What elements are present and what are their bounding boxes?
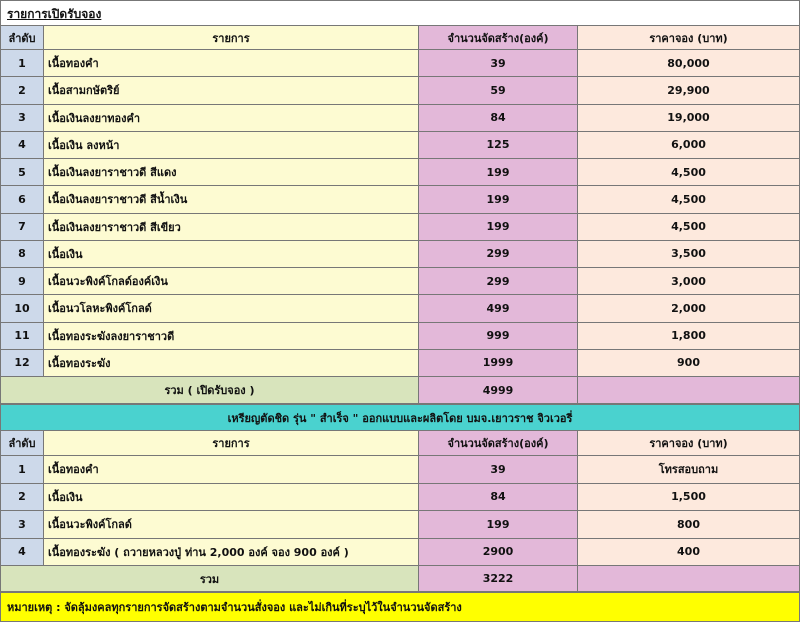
table-row — [0, 539, 800, 567]
header-qty: จำนวนจัดสร้าง(องค์) — [419, 431, 578, 456]
item-price: 6,000 — [578, 132, 800, 159]
row-number: 8 — [0, 241, 44, 268]
item-quantity: 1999 — [419, 350, 578, 377]
row-number: 2 — [0, 77, 44, 104]
item-price: 1,500 — [578, 484, 800, 512]
item-price: 80,000 — [578, 50, 800, 77]
section2-total-qty: 3222 — [419, 566, 578, 592]
table-row — [0, 186, 800, 213]
section2-total-label: รวม — [0, 566, 419, 592]
row-number: 4 — [0, 132, 44, 159]
row-number: 3 — [0, 511, 44, 539]
header-no: ลำดับ — [0, 26, 44, 50]
item-name: เนื้อนวโลหะพิงค์โกลด์ — [44, 295, 419, 322]
row-number: 4 — [0, 539, 44, 567]
table-row — [0, 484, 800, 512]
section1-header-row — [0, 26, 800, 50]
section1-total-label: รวม ( เปิดรับจอง ) — [0, 377, 419, 404]
item-quantity: 84 — [419, 105, 578, 132]
item-quantity: 125 — [419, 132, 578, 159]
footnote-text: หมายเหตุ : จัดลุ้มงคลทุกรายการจัดสร้างตามจำนวนสั่งจอง และไม่เกินที่ระบุไว้ในจำนวนจัดสร้าง — [7, 601, 462, 614]
section1-total-row — [0, 377, 800, 404]
row-number: 10 — [0, 295, 44, 322]
item-name: เนื้อเงินลงยาทองคำ — [44, 105, 419, 132]
item-name: เนื้อทองคำ — [44, 50, 419, 77]
table-row — [0, 50, 800, 77]
row-number: 6 — [0, 186, 44, 213]
item-price: โทรสอบถาม — [578, 456, 800, 484]
header-name: รายการ — [44, 431, 419, 456]
item-price: 900 — [578, 350, 800, 377]
section2-total-price — [578, 566, 800, 592]
item-name: เนื้อเงินลงยาราชาวดี สีเขียว — [44, 214, 419, 241]
series-banner-text: เหรียญตัดชิด รุ่น " สำเร็จ " ออกแบบและผลิตโดย บมจ.เยาวราช จิวเวอรี่ — [227, 411, 573, 425]
section2-total-row — [0, 566, 800, 592]
section1-total-price — [578, 377, 800, 404]
item-price: 4,500 — [578, 186, 800, 213]
item-name: เนื้อเงิน — [44, 241, 419, 268]
item-quantity: 499 — [419, 295, 578, 322]
header-qty: จำนวนจัดสร้าง(องค์) — [419, 26, 578, 50]
header-name: รายการ — [44, 26, 419, 50]
item-name: เนื้อทองระฆัง ( ถวายหลวงปู่ ท่าน 2,000 องค์ จอง 900 องค์ ) — [44, 539, 419, 567]
item-price: 400 — [578, 539, 800, 567]
item-quantity: 84 — [419, 484, 578, 512]
table-row — [0, 511, 800, 539]
header-price: ราคาจอง (บาท) — [578, 431, 800, 456]
item-quantity: 299 — [419, 268, 578, 295]
series-banner — [0, 404, 800, 431]
row-number: 7 — [0, 214, 44, 241]
section1-title: รายการเปิดรับจอง — [7, 7, 102, 21]
row-number: 5 — [0, 159, 44, 186]
item-quantity: 2900 — [419, 539, 578, 567]
table-row — [0, 105, 800, 132]
table-row — [0, 323, 800, 350]
table-row — [0, 295, 800, 322]
item-price: 3,000 — [578, 268, 800, 295]
item-quantity: 999 — [419, 323, 578, 350]
item-quantity: 39 — [419, 456, 578, 484]
table-row — [0, 350, 800, 377]
table-row — [0, 268, 800, 295]
header-no: ลำดับ — [0, 431, 44, 456]
item-quantity: 39 — [419, 50, 578, 77]
item-quantity: 199 — [419, 214, 578, 241]
table-row — [0, 77, 800, 104]
table-row — [0, 159, 800, 186]
item-name: เนื้อเงิน ลงหน้า — [44, 132, 419, 159]
item-price: 1,800 — [578, 323, 800, 350]
row-number: 1 — [0, 50, 44, 77]
row-number: 2 — [0, 484, 44, 512]
row-number: 11 — [0, 323, 44, 350]
table-row — [0, 456, 800, 484]
item-name: เนื้อสามกษัตริย์ — [44, 77, 419, 104]
section2-header-row — [0, 431, 800, 456]
item-price: 4,500 — [578, 159, 800, 186]
item-quantity: 199 — [419, 186, 578, 213]
item-price: 3,500 — [578, 241, 800, 268]
table-row — [0, 241, 800, 268]
item-price: 4,500 — [578, 214, 800, 241]
item-price: 19,000 — [578, 105, 800, 132]
item-name: เนื้อทองคำ — [44, 456, 419, 484]
item-name: เนื้อทองระฆัง — [44, 350, 419, 377]
item-quantity: 299 — [419, 241, 578, 268]
item-quantity: 199 — [419, 511, 578, 539]
item-name: เนื้อทองระฆังลงยาราชาวดี — [44, 323, 419, 350]
item-price: 29,900 — [578, 77, 800, 104]
footnote — [0, 592, 800, 622]
section1-title-row — [0, 0, 800, 26]
table-row — [0, 132, 800, 159]
item-quantity: 59 — [419, 77, 578, 104]
item-name: เนื้อนวะพิงค์โกลด์องค์เงิน — [44, 268, 419, 295]
table-row — [0, 214, 800, 241]
row-number: 9 — [0, 268, 44, 295]
header-price: ราคาจอง (บาท) — [578, 26, 800, 50]
item-price: 2,000 — [578, 295, 800, 322]
row-number: 3 — [0, 105, 44, 132]
row-number: 12 — [0, 350, 44, 377]
row-number: 1 — [0, 456, 44, 484]
item-name: เนื้อเงินลงยาราชาวดี สีแดง — [44, 159, 419, 186]
item-quantity: 199 — [419, 159, 578, 186]
section1-total-qty: 4999 — [419, 377, 578, 404]
item-name: เนื้อนวะพิงค์โกลด์ — [44, 511, 419, 539]
item-name: เนื้อเงินลงยาราชาวดี สีน้ำเงิน — [44, 186, 419, 213]
item-name: เนื้อเงิน — [44, 484, 419, 512]
item-price: 800 — [578, 511, 800, 539]
